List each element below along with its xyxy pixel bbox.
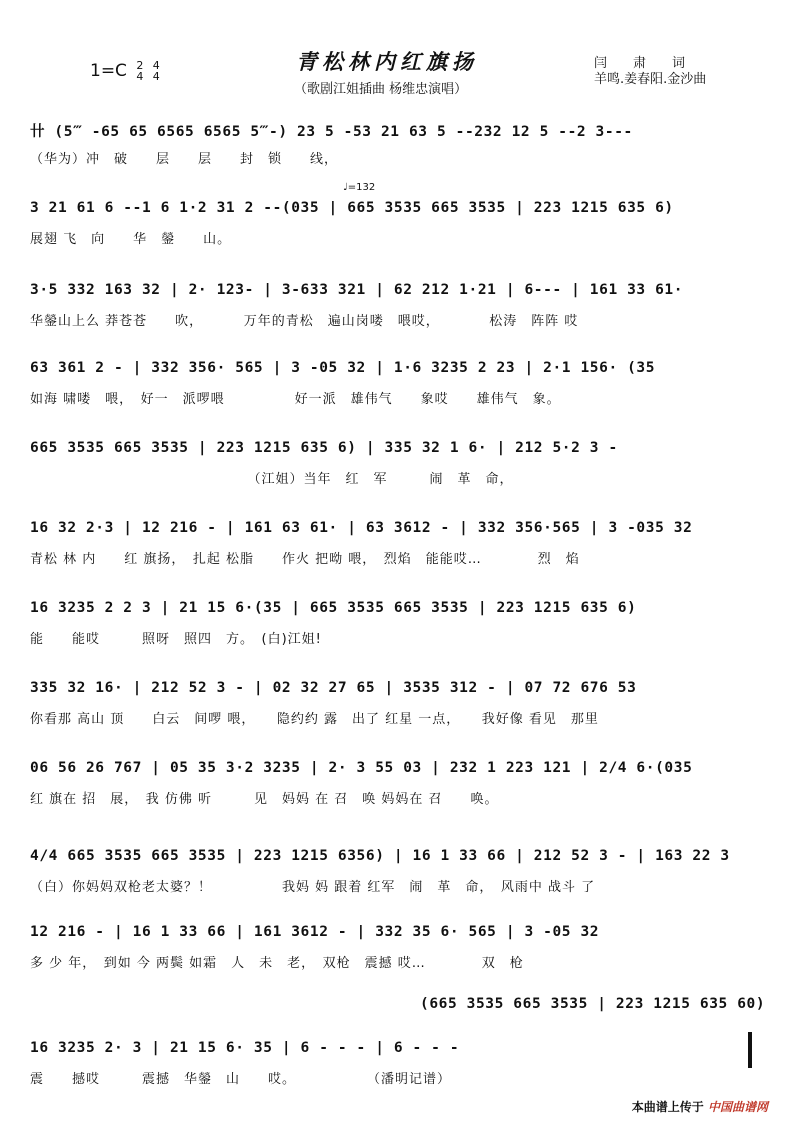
upload-label: 本曲谱上传于 bbox=[631, 1100, 704, 1114]
lyric-line: 华鎣山上么 莽苍苍 吹， 万年的青松 遍山岗喽 喂哎， 松涛 阵阵 哎 bbox=[30, 314, 579, 329]
notation-line: (665 3535 665 3535 | 223 1215 635 60) bbox=[420, 996, 766, 1012]
notation-line: 16 3235 2 2 3 | 21 15 6·(35 | 665 3535 665 3535 | 223 1215 635 6) bbox=[30, 600, 637, 616]
lyric-line: （华为）冲 破 层 层 封 锁 线， bbox=[30, 152, 339, 167]
notation-line: 63 361 2 - | 332 356· 565 | 3 -05 32 | 1·6 3235 2 23 | 2·1 156· (35 bbox=[30, 360, 656, 376]
site-logo[interactable]: 中国曲谱网 bbox=[707, 1100, 768, 1114]
notation-line: 3·5 332 163 32 | 2· 123- | 3-633 321 | 62 212 1·21 | 6--- | 161 33 61· bbox=[30, 282, 684, 298]
lyric-line: 你看那 高山 顶 白云 间啰 喂， 隐约约 露 出了 红星 一点， 我好像 看见 那里 bbox=[30, 712, 599, 727]
notation-line: 4/4 665 3535 665 3535 | 223 1215 6356) | 16 1 33 66 | 212 52 3 - | 163 22 3 bbox=[30, 848, 730, 864]
lyric-line: 青松 林 内 红 旗扬， 扎起 松脂 作火 把呦 喂， 烈焰 能能哎… 烈 焰 bbox=[30, 552, 580, 567]
lyric-line: 震 撼哎 震撼 华鎣 山 哎。 （潘明记谱） bbox=[30, 1072, 452, 1087]
lyric-line: 多 少 年， 到如 今 两鬓 如霜 人 未 老， 双枪 震撼 哎… 双 枪 bbox=[30, 956, 524, 971]
key-signature bbox=[90, 60, 160, 82]
final-barline bbox=[748, 1032, 752, 1068]
composer-credit: 羊鸣.姜春阳.金沙曲 bbox=[594, 72, 707, 87]
lyricist-credit: 闫 肃 词 bbox=[594, 56, 686, 71]
notation-line: 665 3535 665 3535 | 223 1215 635 6) | 335 32 1 6· | 212 5·2 3 - bbox=[30, 440, 618, 456]
notation-line: 3 21 61 6 --1 6 1·2 31 2 --(035 | 665 3535 665 3535 | 223 1215 635 6) bbox=[30, 200, 674, 216]
tempo-mark: ♩=132 bbox=[343, 182, 376, 193]
lyric-line: 如海 啸喽 喂， 好一 派啰喂 好一派 雄伟气 象哎 雄伟气 象。 bbox=[30, 392, 561, 407]
meter-4-4: 4 4 bbox=[152, 59, 160, 83]
notation-line: 335 32 16· | 212 52 3 - | 02 32 27 65 | 3535 312 - | 07 72 676 53 bbox=[30, 680, 637, 696]
lyric-line: （白）你妈妈双枪老太婆？！ 我妈 妈 跟着 红军 闹 革 命， 风雨中 战斗 了 bbox=[30, 880, 596, 895]
notation-line: 06 56 26 767 | 05 35 3·2 3235 | 2· 3 55 03 | 232 1 223 121 | 2/4 6·(035 bbox=[30, 760, 693, 776]
meter-2-4: 2 4 bbox=[136, 59, 144, 83]
song-subtitle: （歌剧江姐插曲 杨维忠演唱） bbox=[294, 82, 468, 97]
key-label: 1=C bbox=[90, 61, 127, 81]
lyric-line: 展翅 飞 向 华 鎣 山。 bbox=[30, 232, 232, 247]
notation-line: 16 3235 2· 3 | 21 15 6· 35 | 6 - - - | 6 - - - bbox=[30, 1040, 460, 1056]
notation-line: 12 216 - | 16 1 33 66 | 161 3612 - | 332 35 6· 565 | 3 -05 32 bbox=[30, 924, 600, 940]
footer-upload-note bbox=[632, 1098, 768, 1115]
lyric-line: 红 旗在 招 展， 我 仿佛 听 见 妈妈 在 召 唤 妈妈在 召 唤。 bbox=[30, 792, 499, 807]
notation-line: 卄 (5‴ -65 65 6565 6565 5‴-) 23 5 -53 21 63 5 --232 12 5 --2 3--- bbox=[30, 124, 633, 140]
lyric-line: 能 能哎 照呀 照四 方。 (白)江姐! bbox=[30, 632, 322, 647]
song-title: 青松林内红旗扬 bbox=[296, 49, 478, 74]
notation-line: 16 32 2·3 | 12 216 - | 161 63 61· | 63 3612 - | 332 356·565 | 3 -035 32 bbox=[30, 520, 693, 536]
lyric-line: （江姐）当年 红 军 闹 革 命， bbox=[30, 472, 514, 487]
